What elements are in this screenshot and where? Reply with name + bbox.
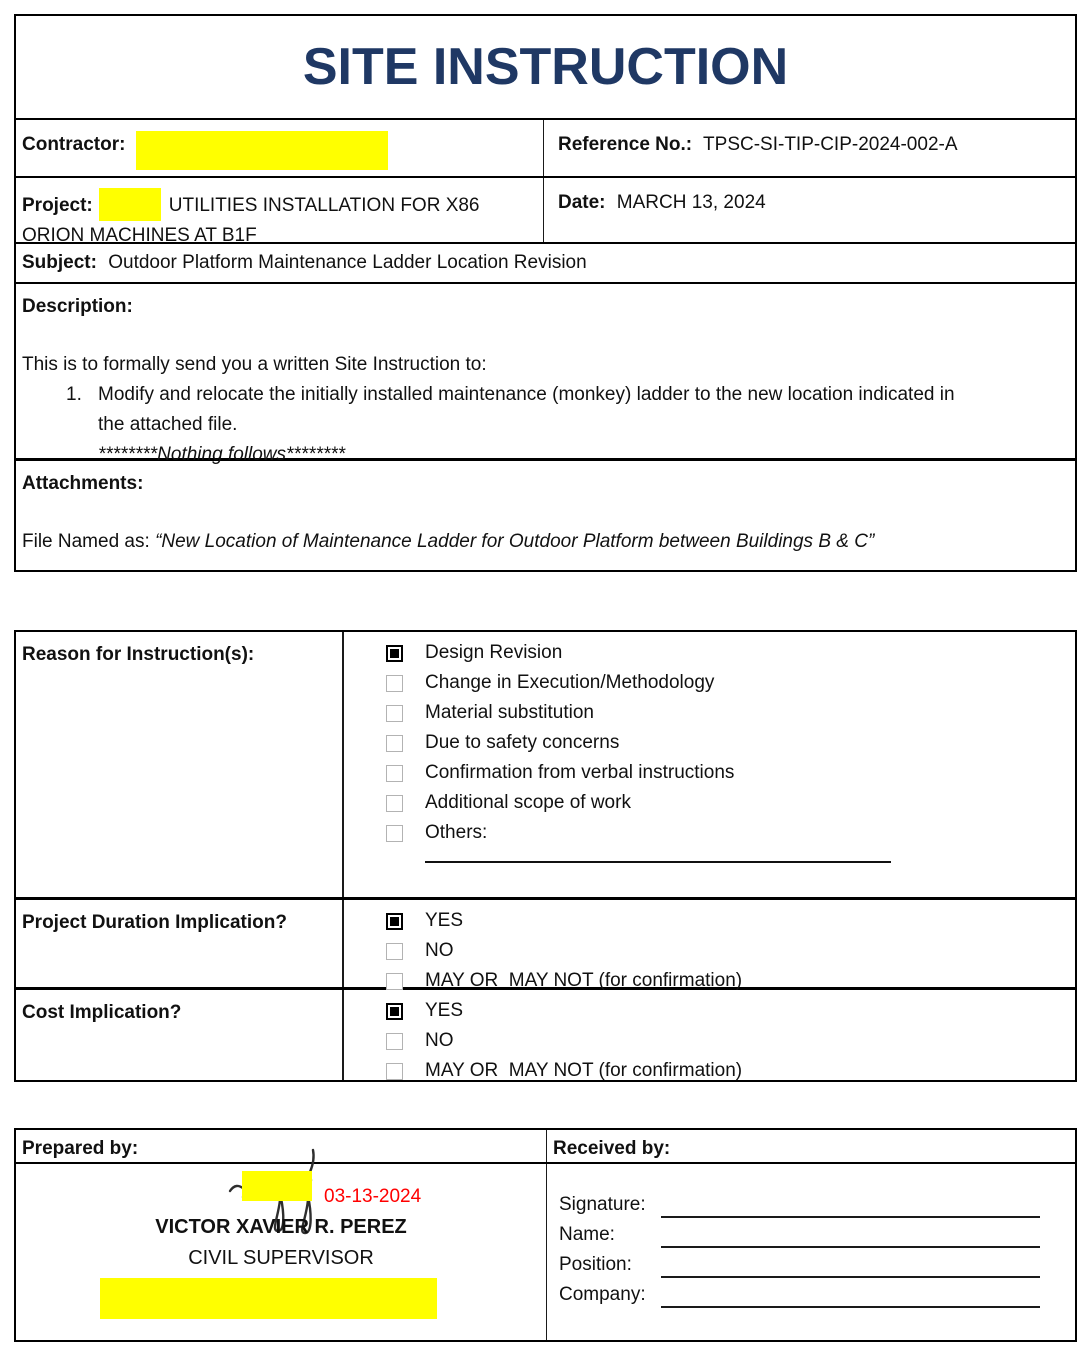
- date-value: MARCH 13, 2024: [616, 192, 766, 213]
- checkbox-change-execution[interactable]: [386, 675, 403, 692]
- checkbox-material-substitution[interactable]: [386, 705, 403, 722]
- checkbox-verbal-confirmation[interactable]: [386, 765, 403, 782]
- prepared-name: VICTOR XAVIER R. PEREZ: [155, 1216, 407, 1238]
- project-row: [16, 176, 1075, 246]
- signature-date: 03-13-2024: [324, 1186, 422, 1207]
- header-table: [14, 14, 1077, 572]
- reason-table: [14, 630, 1077, 1082]
- cost-label: Cost Implication?: [22, 1002, 182, 1023]
- option-label: Additional scope of work: [425, 792, 631, 813]
- cost-label-cell: [16, 990, 344, 1080]
- redaction-company: [100, 1278, 437, 1319]
- checkbox-duration-yes[interactable]: [386, 913, 403, 930]
- reference-label: Reference No.:: [558, 134, 693, 155]
- duration-label-cell: [16, 900, 344, 987]
- received-signature-field: [559, 1188, 1040, 1218]
- duration-option-yes: [386, 906, 1065, 936]
- received-name-label: Name:: [559, 1224, 615, 1245]
- attachments-section: [16, 458, 1075, 570]
- received-signature-label: Signature:: [559, 1194, 646, 1215]
- prepared-position: CIVIL SUPERVISOR: [188, 1247, 374, 1269]
- reason-option-design-revision: [386, 638, 1065, 668]
- received-name-field: [559, 1218, 1040, 1248]
- redaction-contractor: [136, 131, 388, 170]
- redaction-project: [99, 188, 161, 221]
- received-name-blank-line: [661, 1224, 1040, 1248]
- received-company-label: Company:: [559, 1284, 646, 1305]
- checkbox-cost-yes[interactable]: [386, 1003, 403, 1020]
- attachments-label: Attachments:: [22, 473, 144, 494]
- description-list-item: [22, 380, 1065, 440]
- received-company-blank-line: [661, 1284, 1040, 1308]
- cost-option-no: [386, 1026, 1065, 1056]
- contractor-label: Contractor:: [22, 134, 126, 155]
- reason-label-cell: [16, 632, 344, 897]
- others-blank-line: [425, 848, 891, 863]
- option-label: Design Revision: [425, 642, 563, 663]
- reason-option-material-substitution: [386, 698, 1065, 728]
- description-label: Description:: [22, 296, 133, 317]
- reason-option-verbal-confirmation: [386, 758, 1065, 788]
- date-label: Date:: [558, 192, 606, 213]
- nothing-follows-text: ********Nothing follows********: [98, 444, 346, 465]
- contractor-row: [16, 118, 1075, 176]
- signature-table: [14, 1128, 1077, 1342]
- project-value-line2: ORION MACHINES AT B1F: [22, 225, 257, 246]
- reference-cell: [544, 120, 1075, 176]
- prepared-signature-cell: [16, 1164, 547, 1340]
- option-label: Confirmation from verbal instructions: [425, 762, 735, 783]
- reason-option-additional-scope: [386, 788, 1065, 818]
- received-signature-blank-line: [661, 1194, 1040, 1218]
- redaction-signature: [242, 1171, 312, 1201]
- signature-header-row: [16, 1130, 1075, 1162]
- project-value-line1: UTILITIES INSTALLATION FOR X86: [168, 195, 480, 216]
- reference-value: TPSC-SI-TIP-CIP-2024-002-A: [703, 134, 958, 155]
- checkbox-safety-concerns[interactable]: [386, 735, 403, 752]
- reason-options-cell: [344, 632, 1075, 897]
- project-cell: [16, 178, 544, 246]
- cost-options-cell: [344, 990, 1075, 1080]
- option-label: MAY OR MAY NOT (for confirmation): [425, 1060, 743, 1081]
- option-label: YES: [425, 1000, 464, 1021]
- subject-value: Outdoor Platform Maintenance Ladder Location Revision: [108, 252, 587, 273]
- duration-options-cell: [344, 900, 1075, 991]
- option-label: Due to safety concerns: [425, 732, 620, 753]
- received-by-label: Received by:: [553, 1138, 671, 1159]
- received-position-blank-line: [661, 1254, 1040, 1278]
- reason-option-safety-concerns: [386, 728, 1065, 758]
- checkbox-cost-maybe[interactable]: [386, 1063, 403, 1080]
- reason-option-others: [386, 818, 1065, 848]
- checkbox-design-revision[interactable]: [386, 645, 403, 662]
- prepared-by-label: Prepared by:: [22, 1138, 139, 1159]
- cost-option-yes: [386, 996, 1065, 1026]
- checkbox-duration-no[interactable]: [386, 943, 403, 960]
- contractor-cell: [16, 120, 544, 176]
- checkbox-duration-maybe[interactable]: [386, 973, 403, 990]
- received-fields-cell: [547, 1164, 1075, 1340]
- duration-label: Project Duration Implication?: [22, 912, 287, 933]
- option-label: MAY OR MAY NOT (for confirmation): [425, 970, 743, 991]
- file-named-as-label: File Named as:: [22, 531, 150, 552]
- list-item-text: Modify and relocate the initially installed maintenance (monkey) ladder to the new location indicated in the attached file.: [98, 384, 955, 435]
- reason-row: [16, 632, 1075, 897]
- project-label: Project:: [22, 195, 93, 216]
- received-by-cell: [547, 1130, 1075, 1162]
- duration-implication-row: [16, 897, 1075, 991]
- option-label: Change in Execution/Methodology: [425, 672, 715, 693]
- cost-option-maybe: [386, 1056, 1065, 1086]
- option-label: NO: [425, 1030, 454, 1051]
- option-label: NO: [425, 940, 454, 961]
- option-label: Others:: [425, 822, 488, 843]
- option-label: Material substitution: [425, 702, 594, 723]
- subject-label: Subject:: [22, 252, 97, 273]
- title-row: [16, 16, 1075, 118]
- received-position-field: [559, 1248, 1040, 1278]
- list-item-number: 1.: [66, 384, 82, 405]
- option-label: YES: [425, 910, 464, 931]
- date-cell: [544, 178, 1075, 242]
- reason-option-change-execution: [386, 668, 1065, 698]
- attachment-file-name: “New Location of Maintenance Ladder for Outdoor Platform between Buildings B & C”: [155, 531, 875, 552]
- checkbox-others[interactable]: [386, 825, 403, 842]
- description-intro: This is to formally send you a written Site Instruction to:: [22, 354, 487, 375]
- signature-body-row: [16, 1162, 1075, 1340]
- checkbox-additional-scope[interactable]: [386, 795, 403, 812]
- reason-label: Reason for Instruction(s):: [22, 644, 255, 665]
- checkbox-cost-no[interactable]: [386, 1033, 403, 1050]
- attachment-file-line: [22, 527, 1065, 557]
- page-title: SITE INSTRUCTION: [302, 38, 789, 96]
- cost-implication-row: [16, 987, 1075, 1080]
- duration-option-no: [386, 936, 1065, 966]
- received-position-label: Position:: [559, 1254, 632, 1275]
- description-section: [16, 282, 1075, 465]
- received-company-field: [559, 1278, 1040, 1308]
